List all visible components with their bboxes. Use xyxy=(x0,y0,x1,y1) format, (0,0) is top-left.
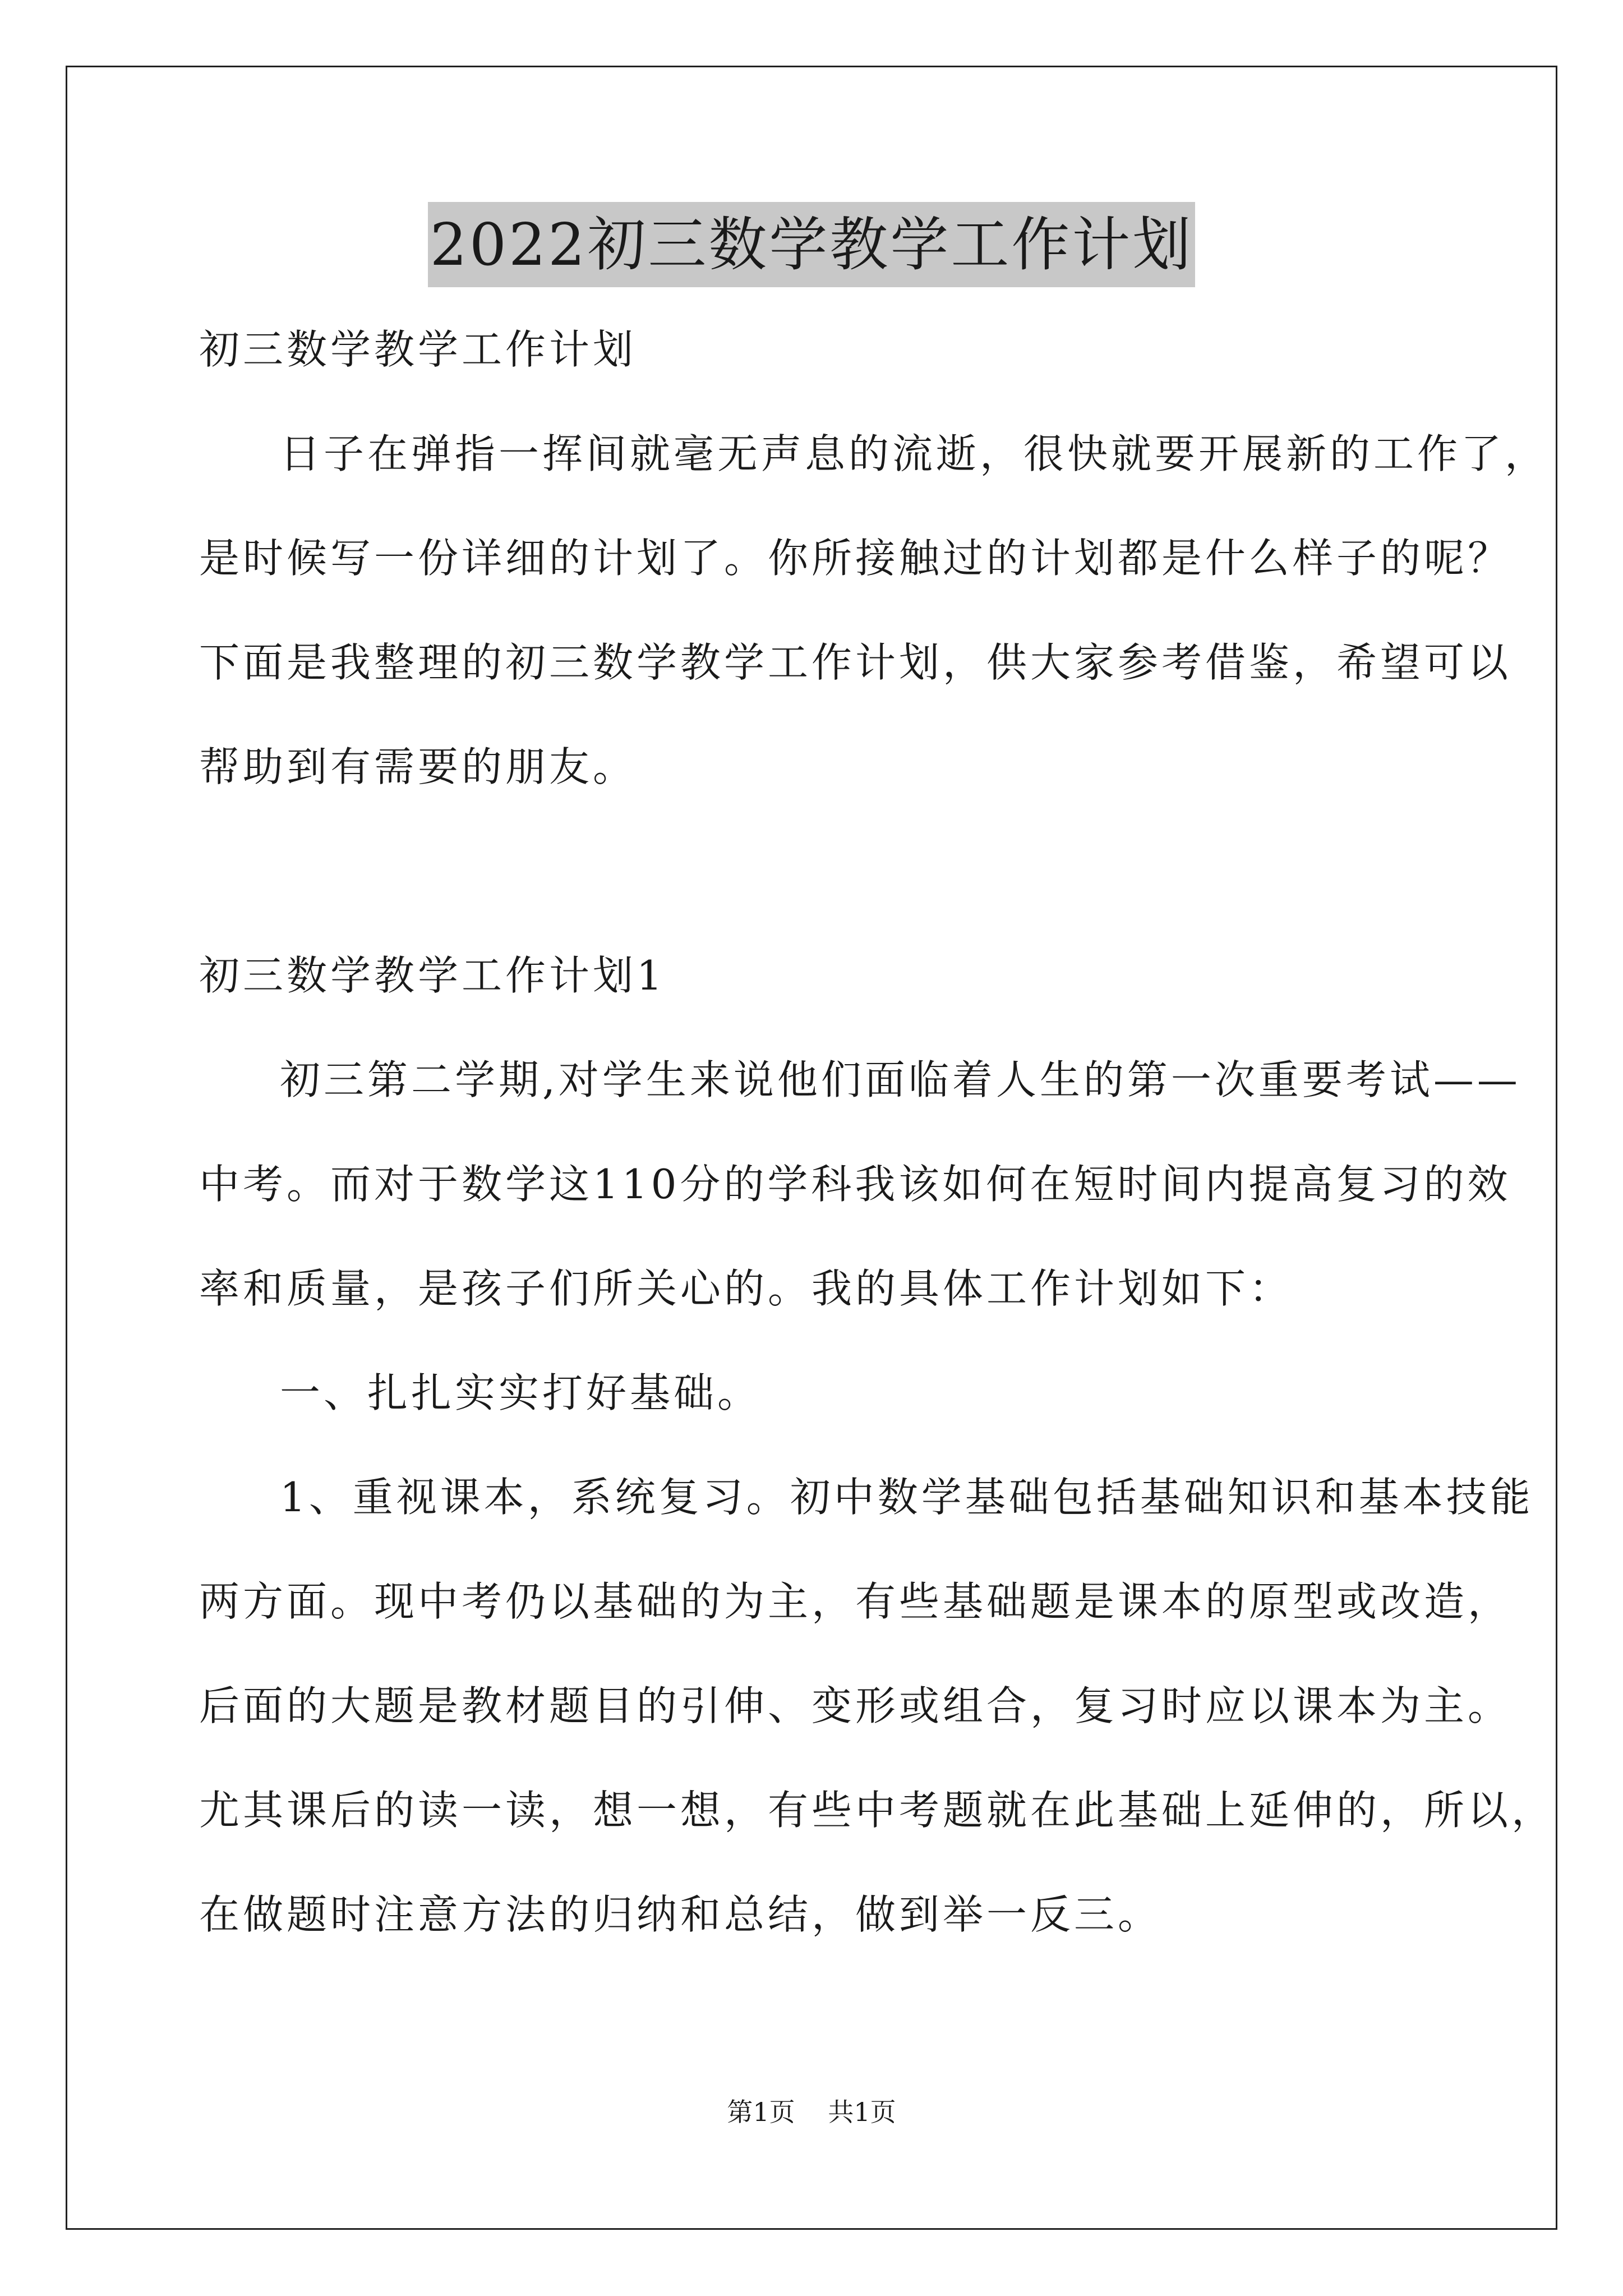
paragraph-gap xyxy=(199,819,1450,923)
page-footer xyxy=(0,2095,1623,2129)
text-line: 率和质量，是孩子们所关心的。我的具体工作计划如下： xyxy=(199,1265,1293,1312)
document-title: 2022初三数学教学工作计划 xyxy=(428,202,1196,287)
total-pages: 共1页 xyxy=(828,2097,896,2127)
page-number: 第1页 xyxy=(727,2097,795,2127)
text-line: 两方面。现中考仍以基础的为主，有些基础题是课本的原型或改造， xyxy=(199,1578,1512,1625)
text-line: 是时候写一份详细的计划了。你所接触过的计划都是什么样子的呢？ xyxy=(199,535,1512,582)
document-body xyxy=(199,297,1556,1967)
text-line: 下面是我整理的初三数学教学工作计划，供大家参考借鉴，希望可以 xyxy=(199,639,1512,686)
text-line: 初三数学教学工作计划1 xyxy=(199,952,666,999)
title-container xyxy=(0,202,1623,287)
text-line: 初三第二学期,对学生来说他们面临着人生的第一次重要考试—— xyxy=(280,1056,1521,1103)
text-line: 中考。而对于数学这110分的学科我该如何在短时间内提高复习的效 xyxy=(199,1161,1511,1208)
text-line: 帮助到有需要的朋友。 xyxy=(199,743,637,790)
text-line: 1、重视课本，系统复习。初中数学基础包括基础知识和基本技能 xyxy=(280,1474,1534,1521)
text-line: 初三数学教学工作计划 xyxy=(199,326,637,373)
text-line: 日子在弹指一挥间就毫无声息的流逝，很快就要开展新的工作了， xyxy=(280,430,1549,477)
text-line: 后面的大题是教材题目的引伸、变形或组合，复习时应以课本为主。 xyxy=(199,1682,1512,1729)
text-line: 一、扎扎实实打好基础。 xyxy=(280,1369,762,1416)
text-line: 尤其课后的读一读，想一想，有些中考题就在此基础上延伸的，所以， xyxy=(199,1787,1556,1834)
text-line: 在做题时注意方法的归纳和总结，做到举一反三。 xyxy=(199,1891,1162,1938)
